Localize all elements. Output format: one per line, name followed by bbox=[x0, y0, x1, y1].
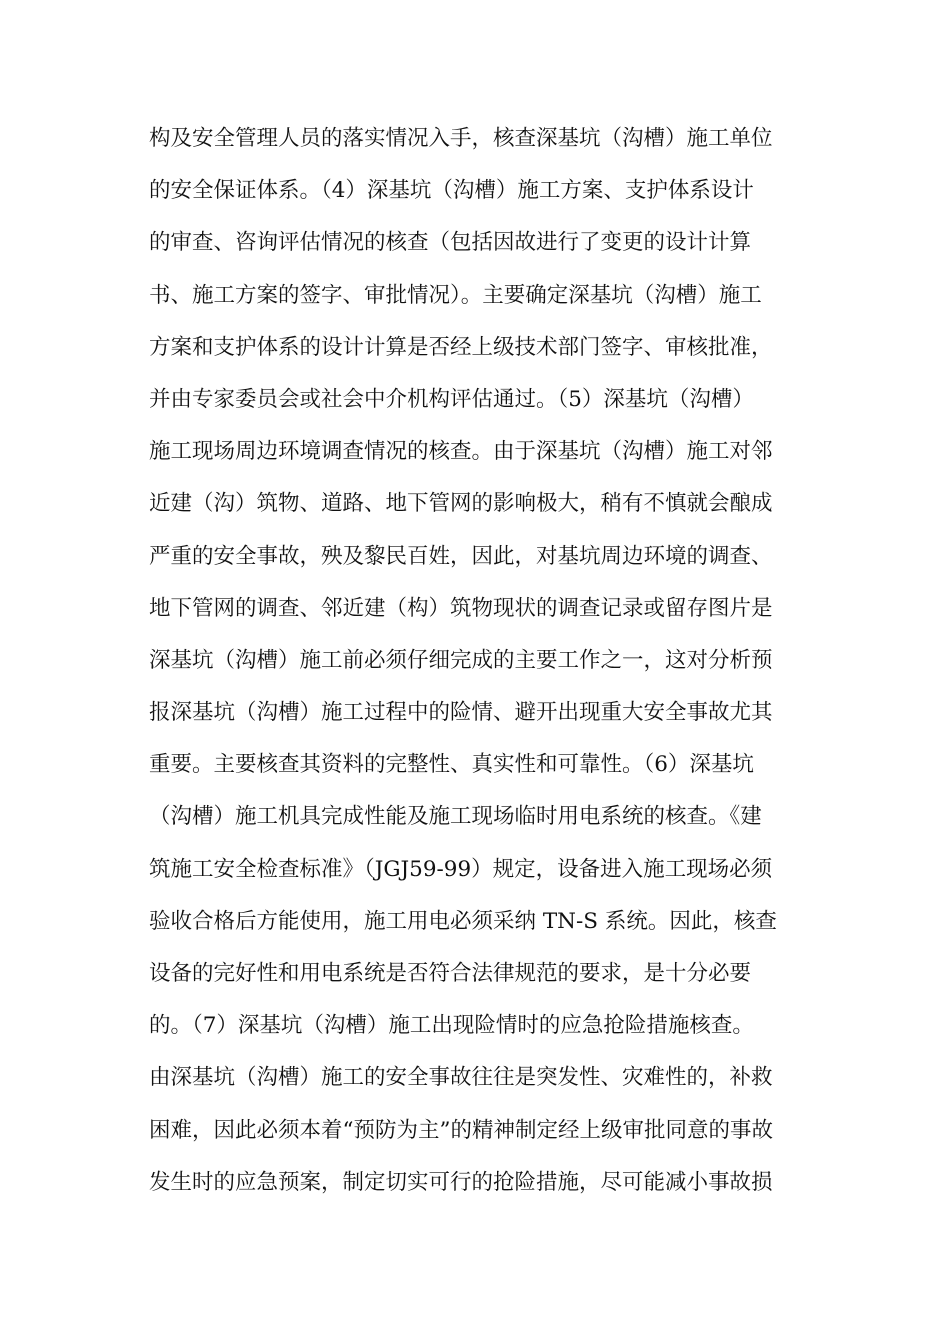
text-line: 困难，因此必须本着“预防为主”的精神制定经上级审批同意的事故 bbox=[149, 1117, 773, 1143]
text-line: 的审查、咨询评估情况的核查（包括因故进行了变更的设计计算 bbox=[149, 230, 752, 256]
text-line: 报深基坑（沟槽）施工过程中的险情、避开出现重大安全事故尤其 bbox=[149, 700, 773, 726]
text-line: 重要。主要核查其资料的完整性、真实性和可靠性。（6）深基坑 bbox=[149, 752, 754, 778]
text-line: 设备的完好性和用电系统是否符合法律规范的要求，是十分必要 bbox=[149, 961, 752, 986]
text-line: 书、施工方案的签字、审批情况）。主要确定深基坑（沟槽）施工 bbox=[149, 282, 762, 308]
text-line: 深基坑（沟槽）施工前必须仔细完成的主要工作之一，这对分析预 bbox=[149, 647, 773, 673]
text-line: 近建（沟）筑物、道路、地下管网的影响极大，稍有不慎就会酿成 bbox=[149, 491, 773, 517]
text-line: 严重的安全事故，殃及黎民百姓，因此，对基坑周边环境的调查、 bbox=[149, 543, 773, 569]
text-line: 方案和支护体系的设计计算是否经上级技术部门签字、审核批准， bbox=[149, 334, 773, 360]
text-line: 构及安全管理人员的落实情况入手，核查深基坑（沟槽）施工单位 bbox=[149, 126, 773, 151]
body-text bbox=[149, 117, 809, 1213]
text-line: 的安全保证体系。（4）深基坑（沟槽）施工方案、支护体系设计 bbox=[149, 178, 754, 204]
text-line: （沟槽）施工机具完成性能及施工现场临时用电系统的核查。《建 bbox=[149, 804, 762, 830]
text-line: 地下管网的调查、邻近建（构）筑物现状的调查记录或留存图片是 bbox=[149, 595, 773, 621]
text-line: 筑施工安全检查标准》（JGJ59-99）规定，设备进入施工现场必须 bbox=[149, 856, 773, 882]
text-line: 发生时的应急预案，制定切实可行的抢险措施，尽可能减小事故损 bbox=[149, 1169, 773, 1195]
text-line: 验收合格后方能使用，施工用电必须采纳 TN-S 系统。因此，核查 bbox=[149, 908, 777, 934]
text-line: 由深基坑（沟槽）施工的安全事故往往是突发性、灾难性的，补救 bbox=[149, 1065, 773, 1091]
text-line: 的。（7）深基坑（沟槽）施工出现险情时的应急抢险措施核查。 bbox=[149, 1013, 754, 1039]
text-line: 施工现场周边环境调查情况的核查。由于深基坑（沟槽）施工对邻 bbox=[149, 439, 773, 465]
text-line: 并由专家委员会或社会中介机构评估通过。（5）深基坑（沟槽） bbox=[149, 386, 754, 412]
